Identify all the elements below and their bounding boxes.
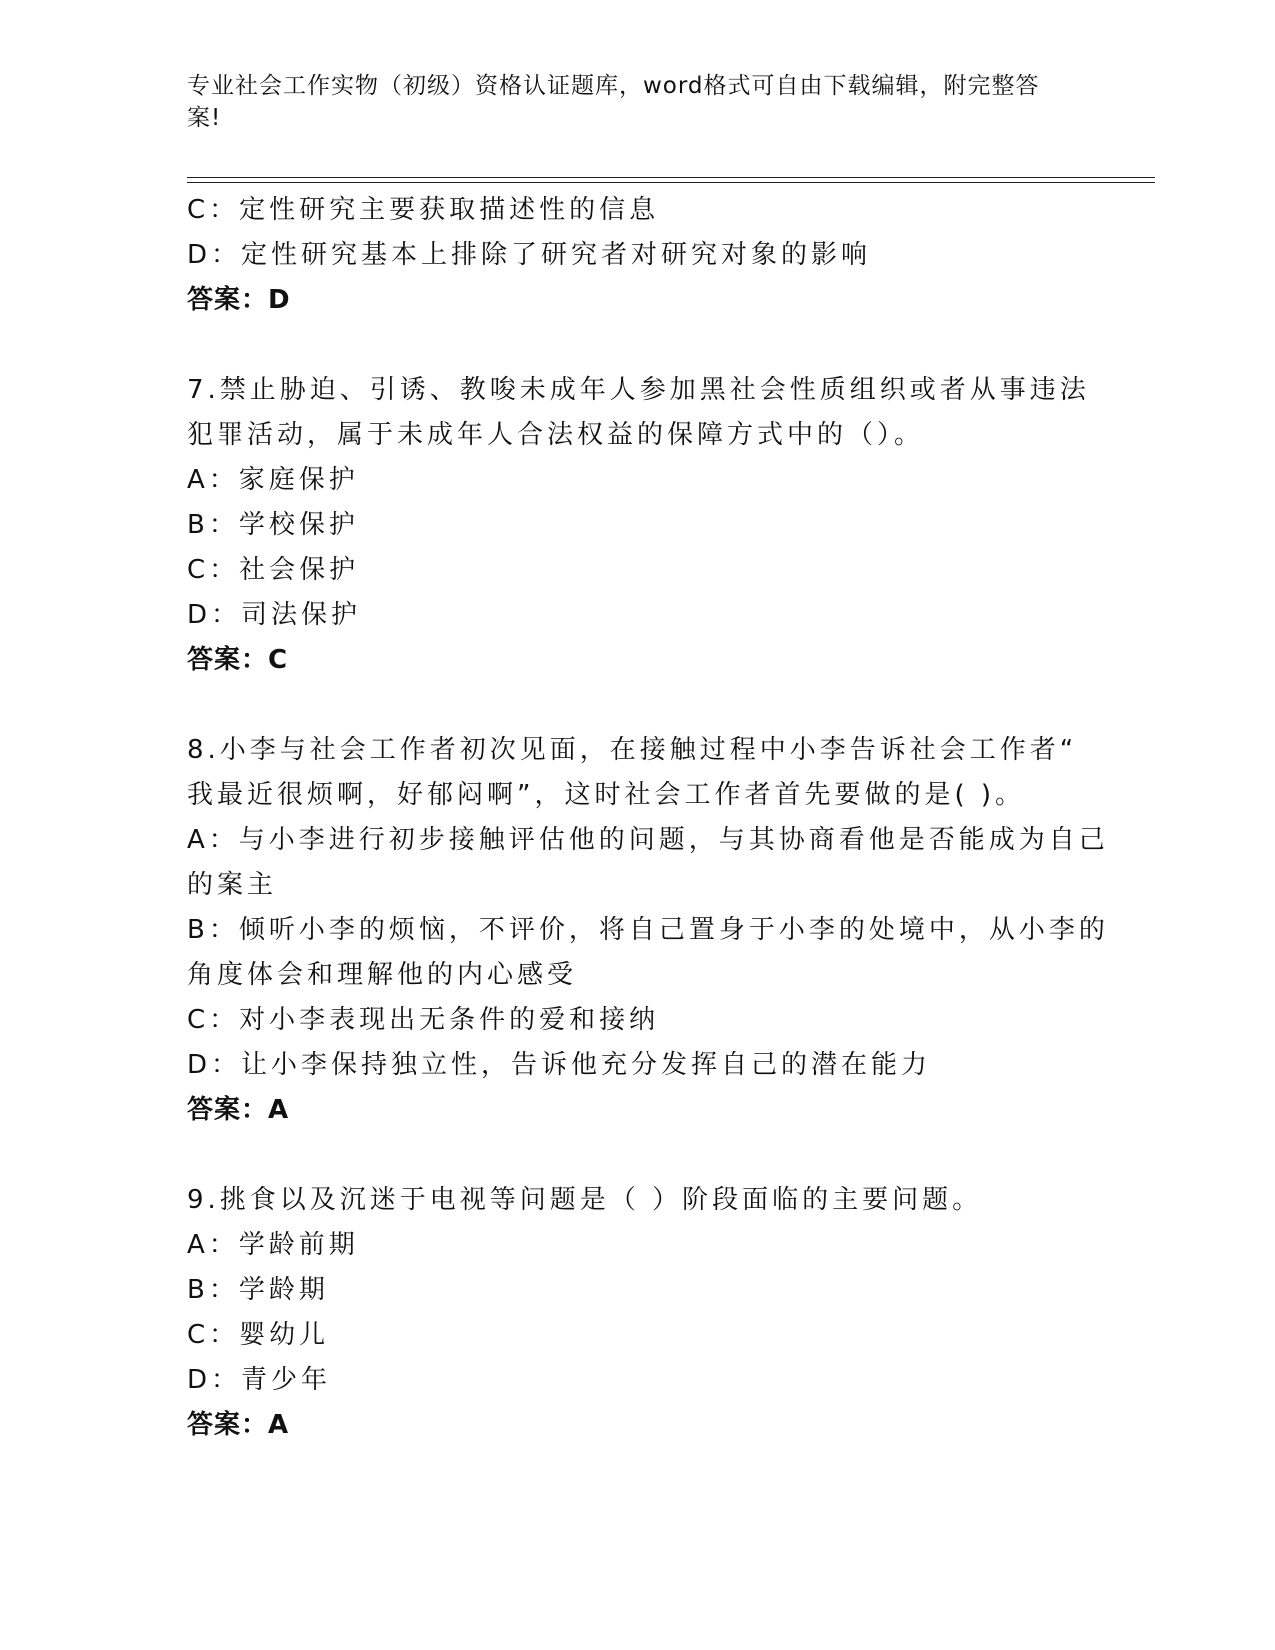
q9-answer: 答案：A — [187, 1410, 290, 1440]
q9-option-b: B：学龄期 — [187, 1275, 329, 1305]
q8-option-a-line-1: A：与小李进行初步接触评估他的问题，与其协商看他是否能成为自己 — [187, 825, 1109, 855]
q8-option-a-line-2: 的案主 — [187, 870, 278, 900]
q7-option-b: B：学校保护 — [187, 510, 359, 540]
q7-stem-line-2: 犯罪活动，属于未成年人合法权益的保障方式中的（）。 — [187, 420, 925, 450]
q9-stem-line-1: 9.挑食以及沉迷于电视等问题是（ ）阶段面临的主要问题。 — [187, 1185, 983, 1215]
q8-option-c: C：对小李表现出无条件的爱和接纳 — [187, 1005, 660, 1035]
q6-answer: 答案：D — [187, 285, 291, 315]
header-divider-bottom — [187, 182, 1155, 183]
q7-stem-line-1: 7.禁止胁迫、引诱、教唆未成年人参加黑社会性质组织或者从事违法 — [187, 375, 1090, 405]
header-line-1: 专业社会工作实物（初级）资格认证题库，word格式可自由下载编辑，附完整答 — [187, 73, 1040, 99]
document-header — [187, 70, 1057, 134]
q7-option-a: A：家庭保护 — [187, 465, 359, 495]
q7-option-c: C：社会保护 — [187, 555, 360, 585]
q7-answer: 答案：C — [187, 645, 289, 675]
q8-stem-line-1: 8.小李与社会工作者初次见面，在接触过程中小李告诉社会工作者“ — [187, 735, 1078, 765]
q8-stem-line-2: 我最近很烦啊，好郁闷啊”，这时社会工作者首先要做的是( )。 — [187, 780, 1026, 810]
q8-answer: 答案：A — [187, 1095, 290, 1125]
q9-option-a: A：学龄前期 — [187, 1230, 359, 1260]
q8-option-d: D：让小李保持独立性，告诉他充分发挥自己的潜在能力 — [187, 1050, 932, 1080]
q8-option-b-line-2: 角度体会和理解他的内心感受 — [187, 960, 578, 990]
q9-option-c: C：婴幼儿 — [187, 1320, 330, 1350]
q6-option-d: D：定性研究基本上排除了研究者对研究对象的影响 — [187, 240, 872, 270]
q6-option-c: C：定性研究主要获取描述性的信息 — [187, 195, 660, 225]
header-divider-top — [187, 177, 1155, 178]
q7-option-d: D：司法保护 — [187, 600, 362, 630]
q8-option-b-line-1: B：倾听小李的烦恼，不评价，将自己置身于小李的处境中，从小李的 — [187, 915, 1109, 945]
header-line-2: 案! — [187, 105, 222, 131]
q9-option-d: D：青少年 — [187, 1365, 332, 1395]
